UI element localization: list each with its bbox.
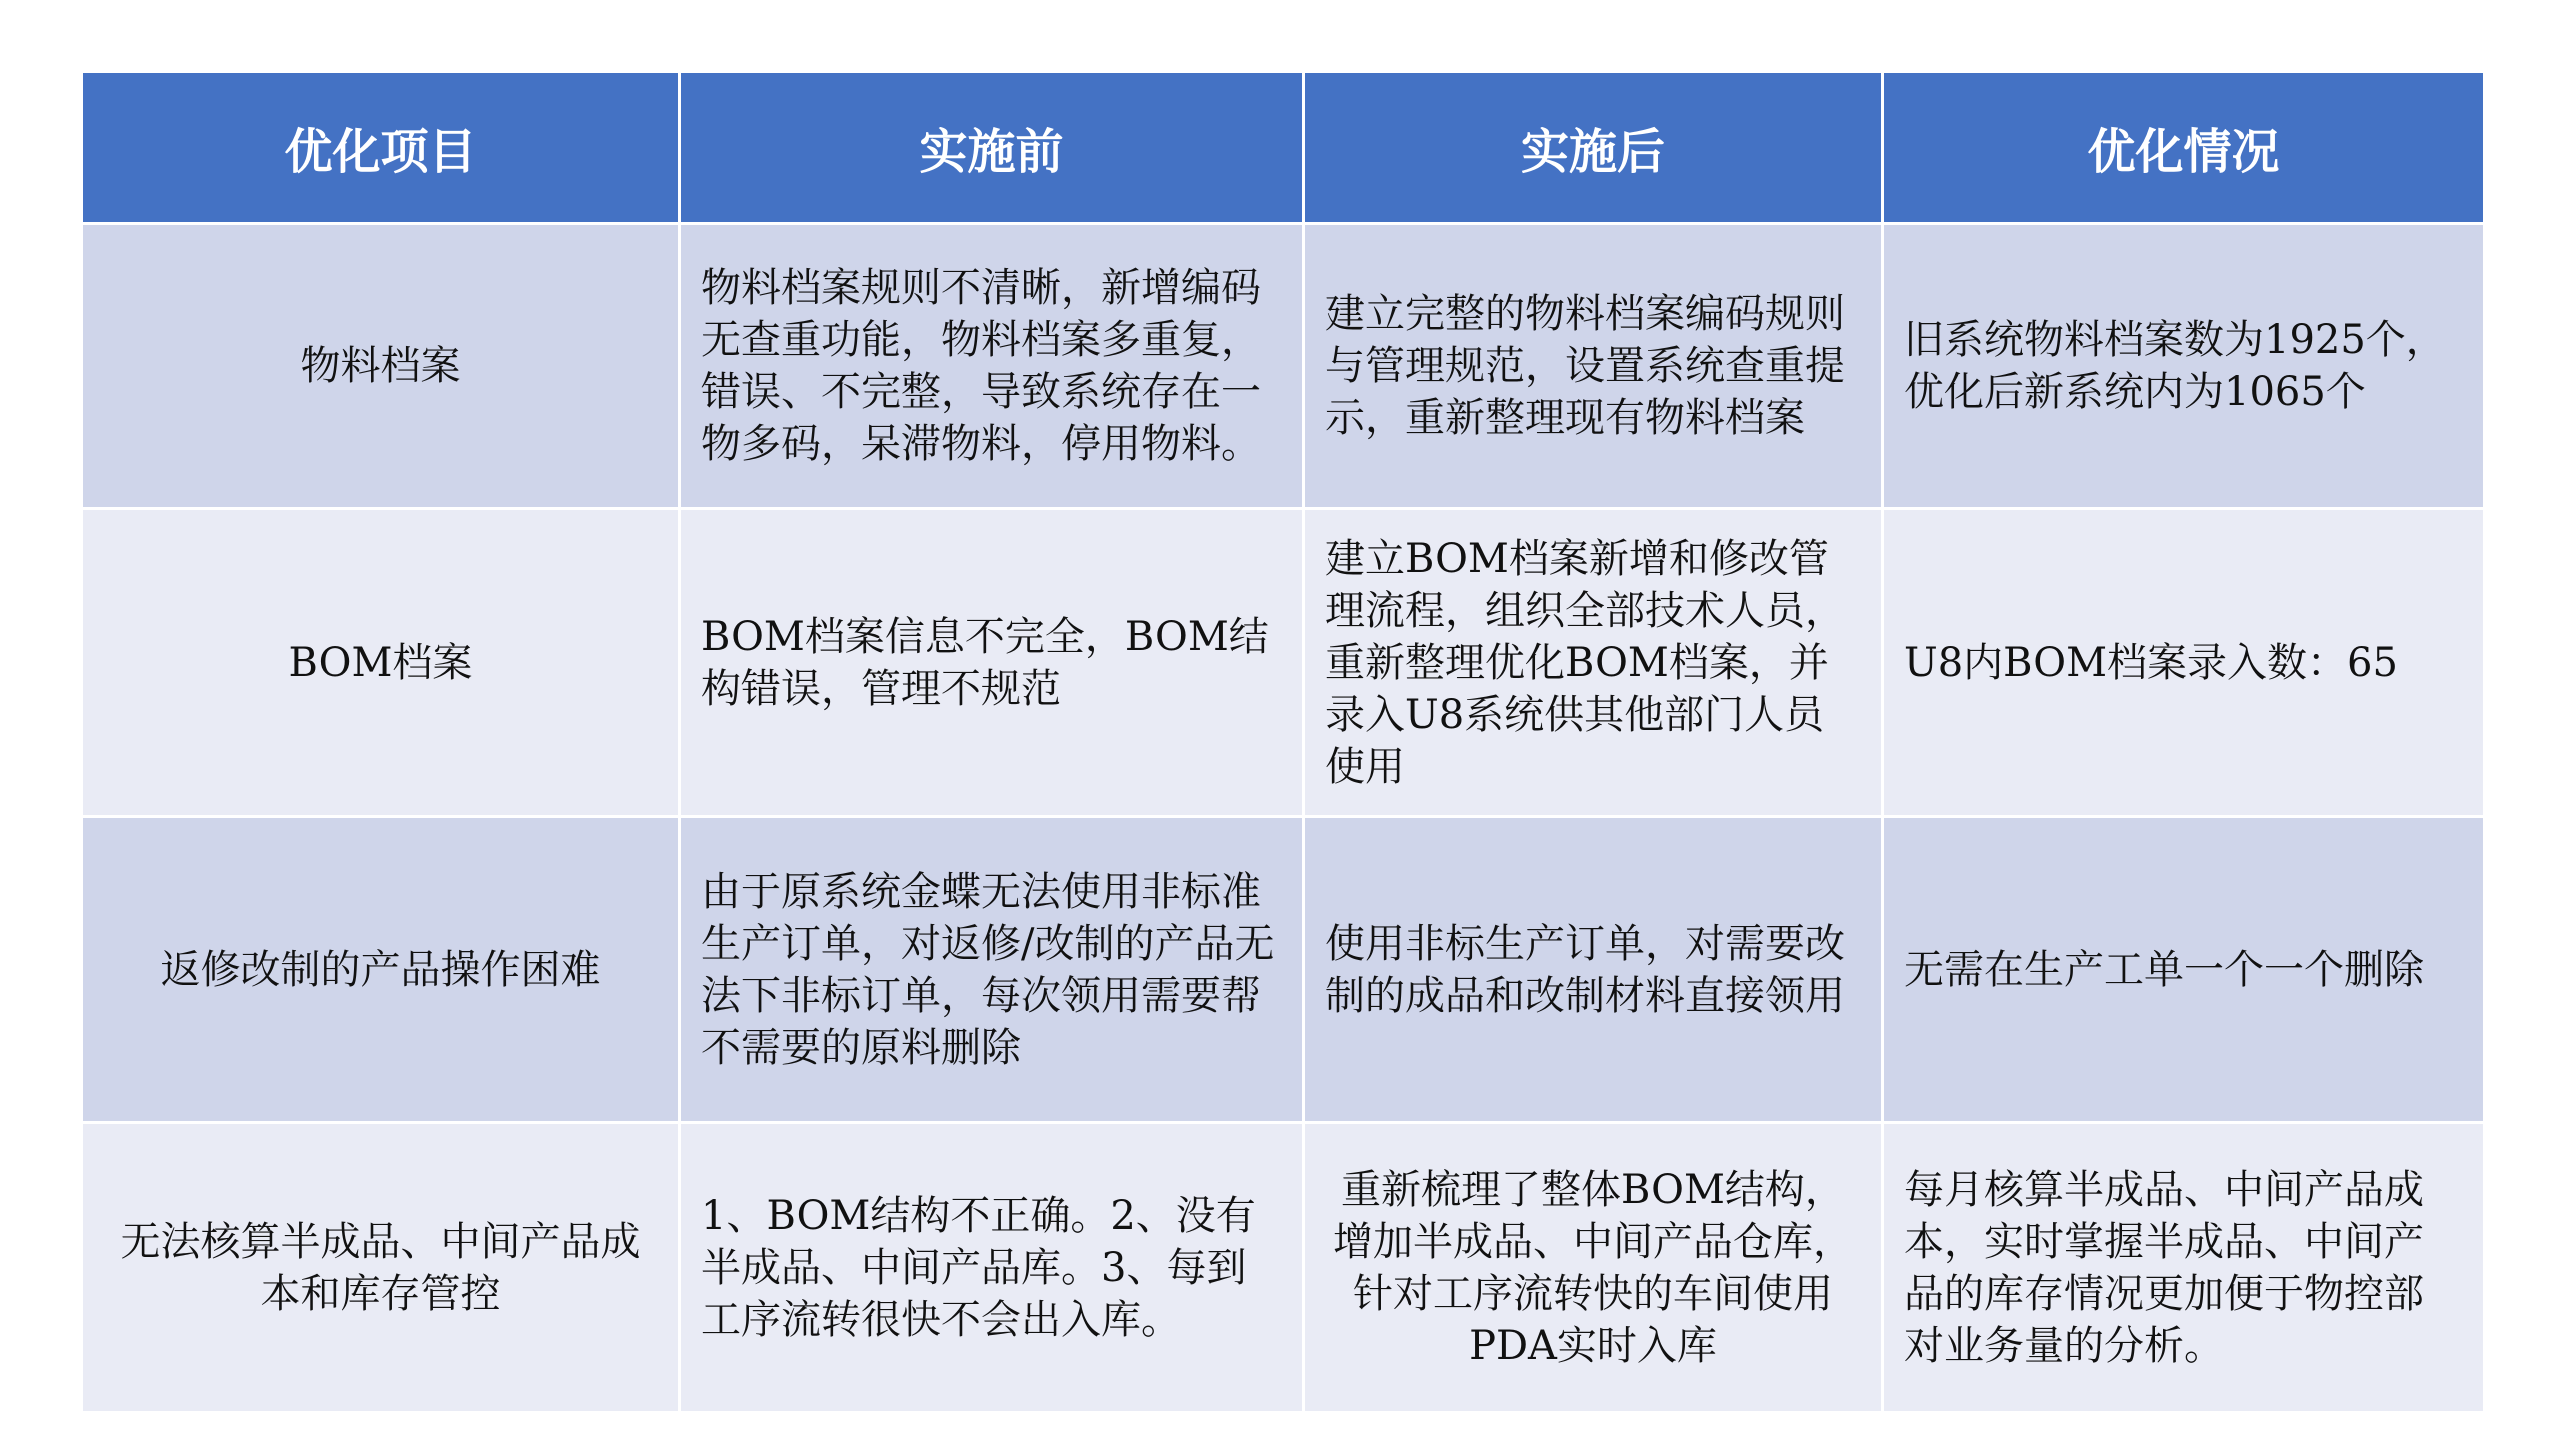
cell-before: 1、BOM结构不正确。2、没有半成品、中间产品库。3、每到工序流转很快不会出入库。 bbox=[680, 1123, 1304, 1413]
cell-before: BOM档案信息不完全，BOM结构错误，管理不规范 bbox=[680, 509, 1304, 817]
header-result: 优化情况 bbox=[1883, 72, 2485, 224]
cell-item: 无法核算半成品、中间产品成本和库存管控 bbox=[82, 1123, 680, 1413]
cell-result: 每月核算半成品、中间产品成本，实时掌握半成品、中间产品的库存情况更加便于物控部对业务量的分析。 bbox=[1883, 1123, 2485, 1413]
cell-item: BOM档案 bbox=[82, 509, 680, 817]
table-header-row bbox=[82, 72, 2485, 224]
table-row bbox=[82, 1123, 2485, 1413]
table-row bbox=[82, 509, 2485, 817]
cell-result: 无需在生产工单一个一个删除 bbox=[1883, 817, 2485, 1123]
header-item: 优化项目 bbox=[82, 72, 680, 224]
table-row bbox=[82, 817, 2485, 1123]
cell-after: 建立完整的物料档案编码规则与管理规范，设置系统查重提示，重新整理现有物料档案 bbox=[1304, 224, 1883, 509]
cell-before: 物料档案规则不清晰，新增编码无查重功能，物料档案多重复，错误、不完整，导致系统存在一物多码，呆滞物料，停用物料。 bbox=[680, 224, 1304, 509]
header-before: 实施前 bbox=[680, 72, 1304, 224]
optimization-table-container bbox=[80, 70, 2483, 1414]
cell-result: U8内BOM档案录入数：65 bbox=[1883, 509, 2485, 817]
cell-before: 由于原系统金蝶无法使用非标准生产订单，对返修/改制的产品无法下非标订单，每次领用需要帮不需要的原料删除 bbox=[680, 817, 1304, 1123]
optimization-table bbox=[80, 70, 2486, 1414]
header-after: 实施后 bbox=[1304, 72, 1883, 224]
cell-result: 旧系统物料档案数为1925个，优化后新系统内为1065个 bbox=[1883, 224, 2485, 509]
cell-item: 物料档案 bbox=[82, 224, 680, 509]
table-row bbox=[82, 224, 2485, 509]
cell-after: 重新梳理了整体BOM结构，增加半成品、中间产品仓库，针对工序流转快的车间使用PDA实时入库 bbox=[1304, 1123, 1883, 1413]
cell-after: 建立BOM档案新增和修改管理流程，组织全部技术人员，重新整理优化BOM档案，并录入U8系统供其他部门人员使用 bbox=[1304, 509, 1883, 817]
cell-after: 使用非标生产订单，对需要改制的成品和改制材料直接领用 bbox=[1304, 817, 1883, 1123]
cell-item: 返修改制的产品操作困难 bbox=[82, 817, 680, 1123]
